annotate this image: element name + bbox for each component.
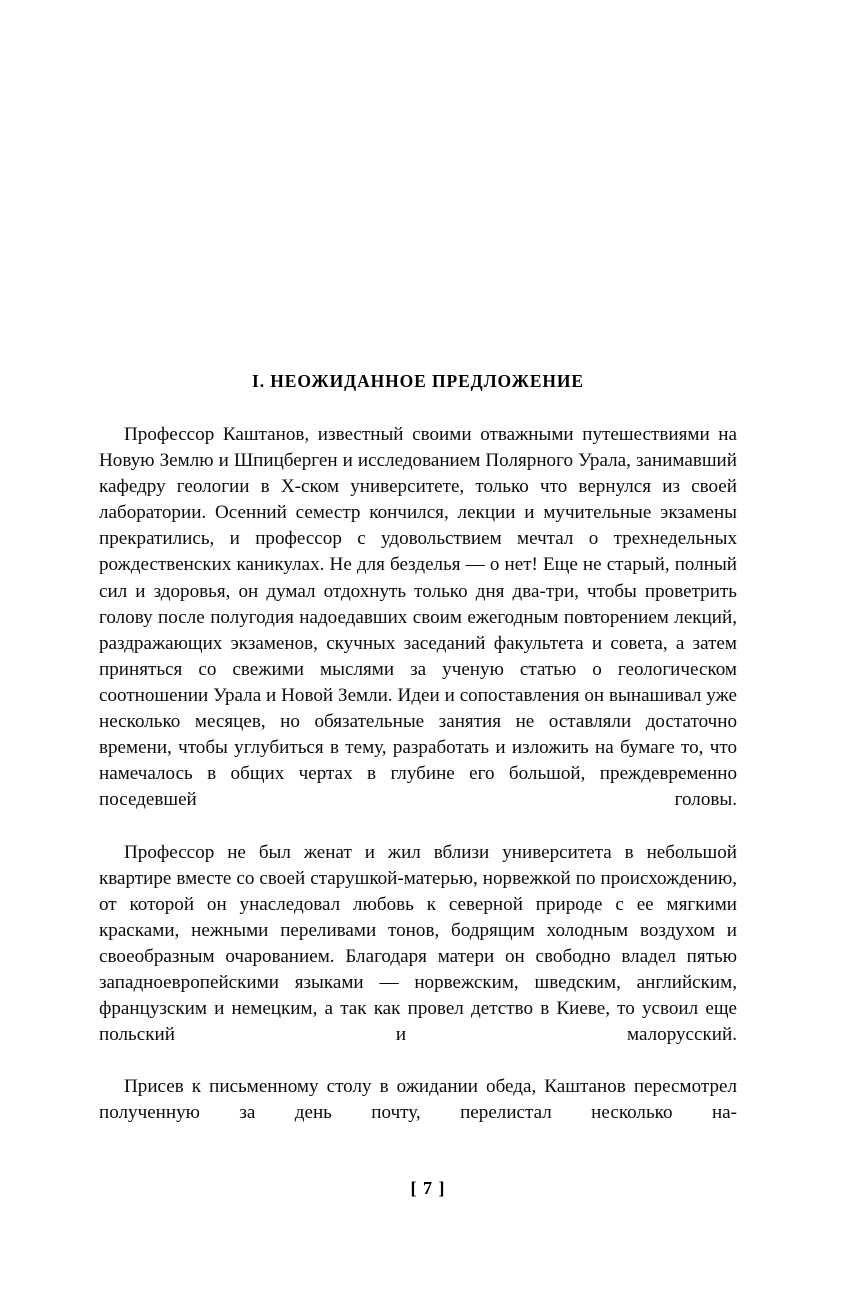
- paragraph: Профессор не был женат и жил вблизи университета в небольшой квартире вместе со своей старушкой-матерью, норвежкой по происхождению, от которой он унаследовал любовь к северной природе с ее мягкими красками, нежными переливами тонов, бодрящим холодным воздухом и своеобразным очарованием. Благодаря матери он свободно владел пятью западноевропейскими языками — норвежским, шведским, английским, французским и немецким, а так как провел детство в Киеве, то усвоил еще польский и малорусский.: [99, 841, 737, 1046]
- body-text: [99, 422, 737, 1153]
- text-block: [99, 370, 737, 1153]
- paragraph: Профессор Каштанов, известный своими отважными путешествиями на Новую Землю и Шпицберген и исследованием Полярного Урала, занимавший кафедру геологии в Х-ском университете, только что вернулся из своей лаборатории. Осенний семестр кончился, лекции и мучительные экзамены прекратились, и профессор с удовольствием мечтал о трехнедельных рождественских каникулах. Не для безделья — о нет! Еще не старый, полный сил и здоровья, он думал отдохнуть только дня два-три, чтобы проветрить голову после полугодия надоедавших своим ежегодным повторением лекций, раздражающих экзаменов, скучных заседаний факультета и совета, а затем приняться со свежими мыслями за ученую статью о геологическом соотношении Урала и Новой Земли. Идеи и сопоставления он вынашивал уже несколько месяцев, но обязательные занятия не оставляли достаточно времени, чтобы углубиться в тему, разработать и изложить на бумаге то, что намечалось в общих чертах в глубине его большой, преждевременно поседевшей головы.: [99, 424, 737, 811]
- page-number: [ 7 ]: [410, 1178, 446, 1198]
- paragraph: Присев к письменному столу в ожидании обеда, Каштанов пересмотрел полученную за день почту, перелистал несколько на-: [99, 1076, 737, 1124]
- chapter-heading: I. НЕОЖИДАННОЕ ПРЕДЛОЖЕНИЕ: [252, 371, 584, 391]
